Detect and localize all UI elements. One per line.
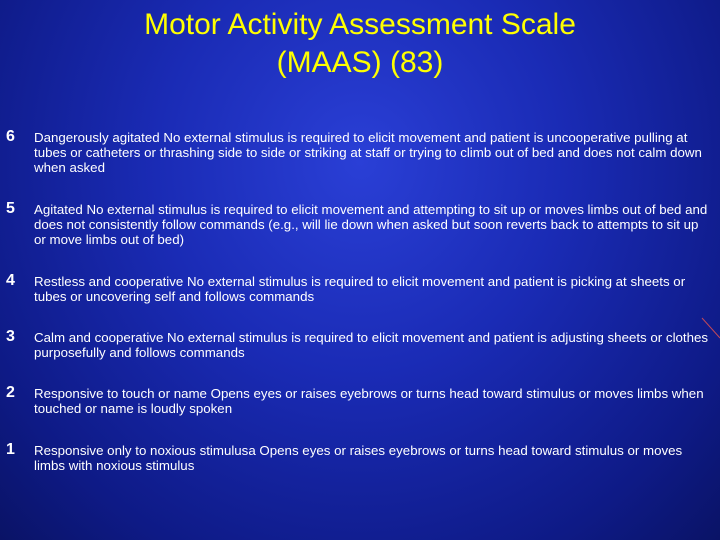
scale-item-number: 3 (6, 328, 15, 345)
scale-item-text: Dangerously agitated No external stimulus is required to elicit movement and patient is uncooperative pulling at tubes or catheters or thrashing side to side or striking at staff or trying to climb out of bed and does not calm down when asked (34, 130, 702, 175)
scale-item-text: Agitated No external stimulus is required to elicit movement and attempting to sit up or moves limbs out of bed and does not consistently follow commands (e.g., will lie down when asked but soon reverts back to attempts to sit up or move limbs out of bed) (34, 202, 708, 247)
decorative-line (700, 316, 720, 340)
scale-item-text: Calm and cooperative No external stimulus is required to elicit movement and patient is adjusting sheets or clothes purposefully and follows commands (34, 330, 709, 360)
scale-item-number: 4 (6, 272, 15, 289)
scale-item-number: 2 (6, 384, 15, 401)
scale-item-text: Responsive to touch or name Opens eyes or raises eyebrows or turns head toward stimulus or moves limbs when touched or name is loudly spoken (34, 386, 704, 416)
title-line-2: (MAAS) (83) (276, 46, 444, 79)
scale-item-number: 5 (6, 200, 15, 217)
scale-item-number: 6 (6, 128, 15, 145)
scale-item-text: Restless and cooperative No external stimulus is required to elicit movement and patient is picking at sheets or tubes or uncovering self and follows commands (34, 274, 686, 304)
slide-title (0, 6, 720, 82)
title-line-1: Motor Activity Assessment Scale (144, 8, 576, 41)
scale-item-number: 1 (6, 441, 15, 458)
scale-item-text: Responsive only to noxious stimulusa Opens eyes or raises eyebrows or turns head toward stimulus or moves limbs with noxious stimulus (34, 443, 683, 473)
